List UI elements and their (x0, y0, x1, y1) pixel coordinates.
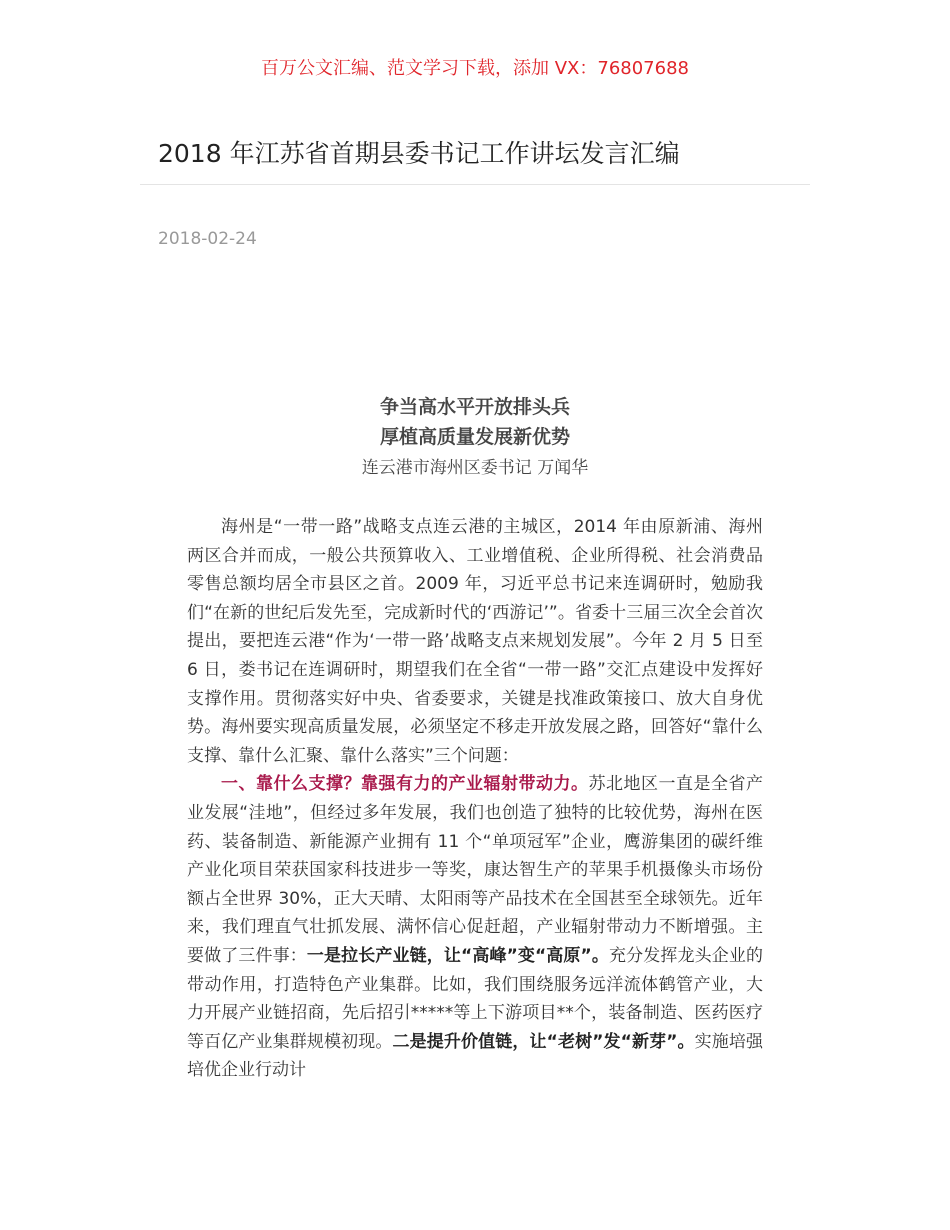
section-one-text-1: 苏北地区一直是全省产业发展“洼地”，但经过多年发展，我们也创造了独特的比较优势，海州在医药、装备制造、新能源产业拥有 11 个“单项冠军”企业，鹰游集团的碳纤维产业化项目荣获国家科技进步一等奖，康达智生产的苹果手机摄像头市场份额占全世界 30%，正大天晴、太阳雨等产品技术在全国甚至全球领先。近年来，我们理直气壮抓发展、满怀信心促赶超，产业辐射带动力不断增强。主要做了三件事： (187, 774, 763, 966)
publish-date: 2018-02-24 (158, 229, 257, 249)
document-title: 2018 年江苏省首期县委书记工作讲坛发言汇编 (158, 139, 680, 168)
promo-banner: 百万公文汇编、范文学习下载，添加 VX：76807688 (261, 58, 689, 79)
article-byline: 连云港市海州区委书记 万闻华 (361, 458, 589, 478)
section-one-point-1: 一是拉长产业链，让“高峰”变“高原”。 (306, 945, 609, 966)
title-divider (140, 184, 810, 185)
paragraph-section-one (187, 770, 763, 1085)
section-one-text-2: 充分发挥龙头企业的带动作用，打造特色产业集群。比如，我们围绕服务远洋流体鹤管产业，大力开展产业链招商，先后招引*****等上下游项目**个，装备制造、医药医疗等百亿产业集群规模初现。 (187, 945, 763, 1052)
section-one-point-2: 二是提升价值链，让“老树”发“新芽”。 (392, 1031, 695, 1052)
paragraph-intro: 海州是“一带一路”战略支点连云港的主城区，2014 年由原新浦、海州两区合并而成，一般公共预算收入、工业增值税、企业所得税、社会消费品零售总额均居全市县区之首。2009 年，习近平总书记来连调研时，勉励我们“在新的世纪后发先至，完成新时代的‘西游记’”。省委十三届三次全会首次提出，要把连云港“作为‘一带一路’战略支点来规划发展”。今年 2 月 5 日至 6 日，娄书记在连调研时，期望我们在全省“一带一路”交汇点建设中发挥好支撑作用。贯彻落实好中央、省委要求，关键是找准政策接口、放大自身优势。海州要实现高质量发展，必须坚定不移走开放发展之路，回答好“靠什么支撑、靠什么汇聚、靠什么落实”三个问题： (187, 517, 763, 766)
section-one-heading: 一、靠什么支撑？靠强有力的产业辐射带动力。 (221, 774, 589, 795)
article-body (187, 513, 763, 1085)
article-heading (0, 392, 950, 452)
article-heading-line1: 争当高水平开放排头兵 (379, 396, 570, 418)
article-heading-line2: 厚植高质量发展新优势 (379, 426, 570, 448)
section-one-text-3: 实施培强培优企业行动计 (187, 1031, 764, 1081)
